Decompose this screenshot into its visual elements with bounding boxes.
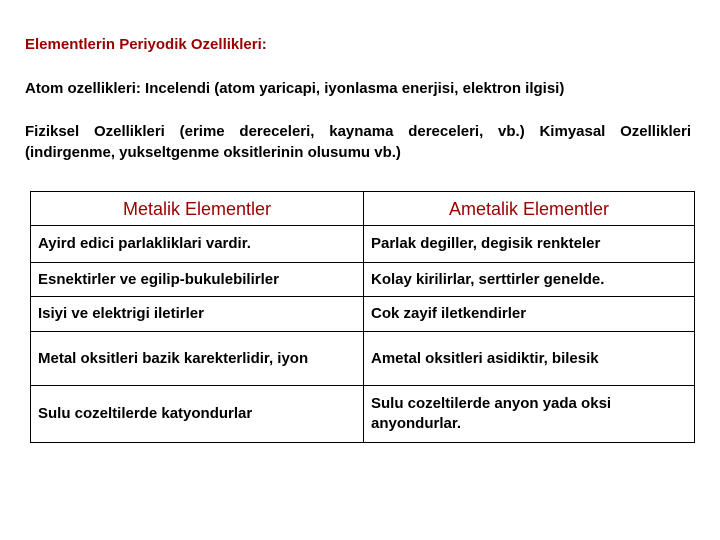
atom-properties-text: Atom ozellikleri: Incelendi (atom yaricapi, iyonlasma enerjisi, elektron ilgisi) xyxy=(25,80,565,97)
page-title: Elementlerin Periyodik Ozellikleri: xyxy=(25,36,267,53)
table-header-row xyxy=(31,192,695,226)
nonmetal-cell: Kolay kirilirlar, serttirler genelde. xyxy=(364,263,695,297)
comparison-table xyxy=(30,191,695,443)
table-row xyxy=(31,297,695,332)
metal-cell: Ayird edici parlakliklari vardir. xyxy=(31,226,364,263)
header-metals: Metalik Elementler xyxy=(31,192,364,226)
nonmetal-cell: Parlak degiller, degisik renkteler xyxy=(364,226,695,263)
metal-cell: Sulu cozeltilerde katyondurlar xyxy=(31,386,364,443)
nonmetal-cell: Cok zayif iletkendirler xyxy=(364,297,695,332)
nonmetal-cell: Sulu cozeltilerde anyon yada oksi anyondurlar. xyxy=(364,386,695,443)
physical-properties-text: Fiziksel Ozellikleri (erime dereceleri, kaynama dereceleri, vb.) Kimyasal Ozellikleri (indirgenme, yukseltgenme oksitlerinin olusumu vb.) xyxy=(25,123,691,161)
table-row xyxy=(31,226,695,263)
table-row xyxy=(31,386,695,443)
metal-cell: Isiyi ve elektrigi iletirler xyxy=(31,297,364,332)
metal-cell: Metal oksitleri bazik karekterlidir, iyon xyxy=(31,332,364,386)
table-row xyxy=(31,332,695,386)
table-row xyxy=(31,263,695,297)
nonmetal-cell: Ametal oksitleri asidiktir, bilesik xyxy=(364,332,695,386)
metal-cell: Esnektirler ve egilip-bukulebilirler xyxy=(31,263,364,297)
header-nonmetals: Ametalik Elementler xyxy=(364,192,695,226)
